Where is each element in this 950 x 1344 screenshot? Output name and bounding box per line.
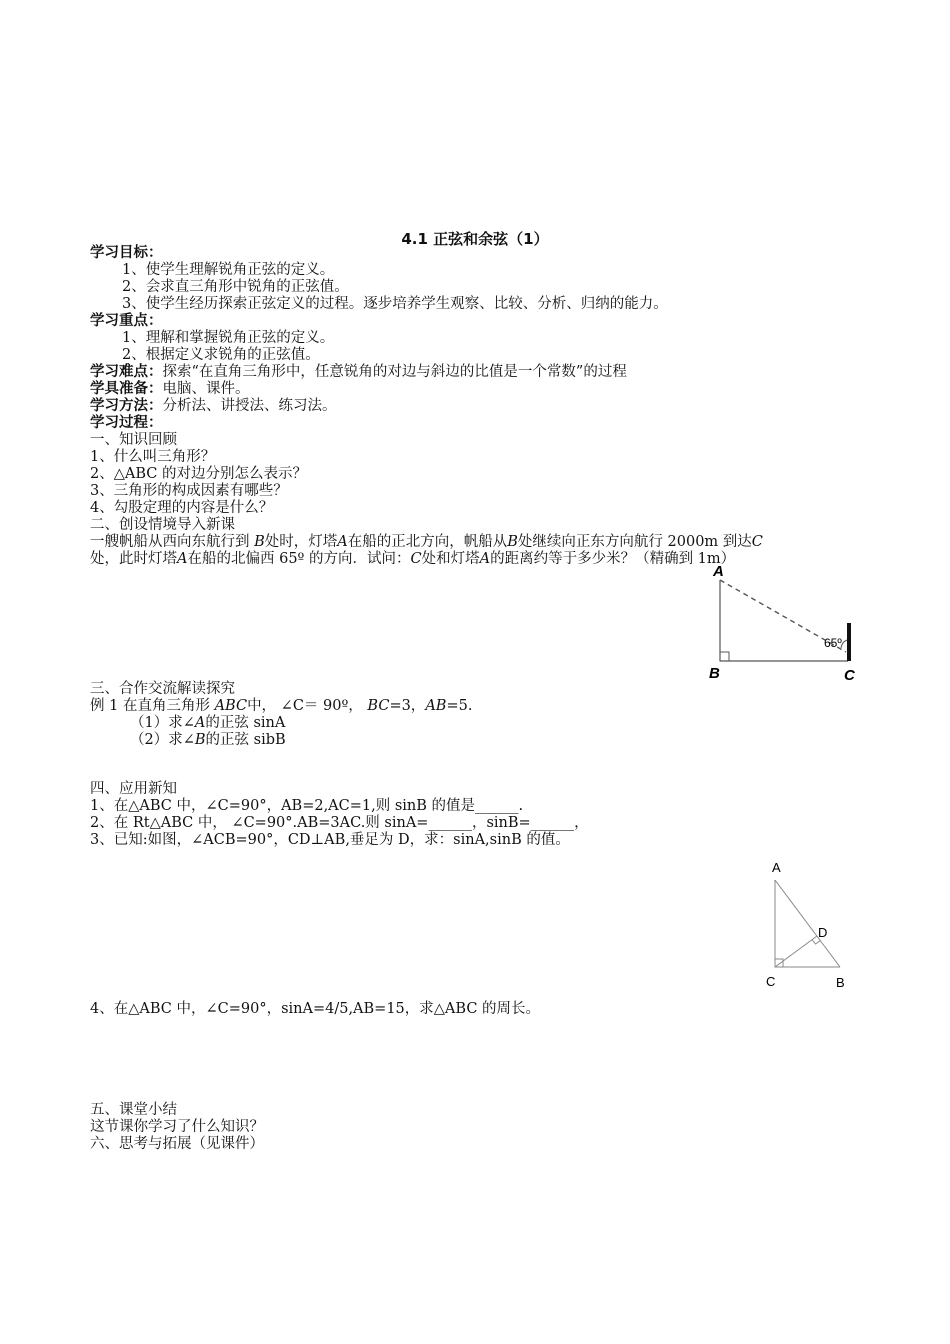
text-run: 处，此时灯塔: [90, 551, 177, 567]
example-1: [90, 698, 472, 715]
apply-question-2: 2、在 Rt△ABC 中， ∠C=90°.AB=3AC.则 sinA=______，sinB=______，: [90, 815, 589, 831]
scenario-paragraph-line: [90, 551, 735, 568]
review-item: 2、△ABC 的对边分别怎么表示？: [90, 466, 307, 482]
math-var: BC: [367, 698, 390, 714]
review-heading: 一、知识回顾: [90, 432, 177, 448]
angle-arc: [841, 640, 847, 648]
text-run: 的正弦 sibB: [205, 732, 286, 748]
math-var: A: [194, 715, 206, 731]
point-label-a: A: [772, 860, 781, 875]
apply-question-4: 4、在△ABC 中，∠C=90°，sinA=4/5,AB=15，求△ABC 的周长。: [90, 1001, 541, 1017]
review-item: 1、什么叫三角形？: [90, 449, 216, 465]
apply-question-3: 3、已知:如图，∠ACB=90°，CD⊥AB,垂足为 D，求：sinA,sinB 的值。: [90, 832, 570, 848]
difficulty-text: 探索“在直角三角形中，任意锐角的对边与斜边的比值是一个常数”的过程: [162, 364, 627, 380]
point-label-a: A: [713, 563, 724, 580]
point-label-b: B: [836, 975, 845, 990]
example-1-question-2: [130, 732, 286, 749]
difficulty-line: [90, 364, 627, 381]
tools-text: 电脑、课件。: [162, 381, 250, 397]
summary-heading: 五、课堂小结: [90, 1102, 177, 1118]
difficulty-heading: 学习难点：: [90, 364, 163, 380]
tools-heading: 学具准备：: [90, 381, 163, 397]
right-angle-mark-d: [812, 940, 821, 945]
explore-heading: 三、合作交流解读探究: [90, 681, 235, 697]
keypoint-item: 1、理解和掌握锐角正弦的定义。: [122, 330, 335, 346]
keypoint-item: 2、根据定义求锐角的正弦值。: [122, 347, 320, 363]
text-run: 的正弦 sinA: [205, 715, 286, 731]
math-var: AB: [425, 698, 447, 714]
text-run: （1）求∠: [130, 715, 195, 731]
math-var: B: [194, 732, 206, 748]
goal-item: 3、使学生经历探索正弦定义的过程。逐步培养学生观察、比较、分析、归纳的能力。: [122, 296, 668, 312]
right-angle-mark: [720, 652, 729, 661]
side-ab: [775, 880, 840, 967]
point-label: A: [479, 551, 491, 567]
point-label-c: C: [844, 667, 855, 684]
apply-heading: 四、应用新知: [90, 781, 177, 797]
text-run: 处和灯塔: [421, 551, 480, 567]
scenario-paragraph-line: [90, 534, 763, 551]
extend-heading: 六、思考与拓展（见课件）: [90, 1136, 264, 1152]
review-item: 4、勾股定理的内容是什么？: [90, 500, 274, 516]
text-run: 中， ∠C＝ 90º，: [247, 698, 368, 714]
text-run: （2）求∠: [130, 732, 195, 748]
scenario-heading: 二、创设情境导入新课: [90, 517, 235, 533]
methods-line: [90, 398, 337, 415]
altitude-cd: [775, 936, 817, 967]
text-run: 处继续向正东方向航行 2000m 到达: [517, 534, 752, 550]
text-run: 例 1 在直角三角形: [90, 698, 215, 714]
point-label-d: D: [818, 925, 828, 940]
keypoints-heading: 学习重点：: [90, 313, 163, 329]
point-label: B: [254, 534, 265, 550]
lighthouse-triangle-figure: [700, 560, 870, 685]
tools-line: [90, 381, 250, 398]
point-label: C: [410, 551, 422, 567]
point-label: B: [507, 534, 518, 550]
methods-heading: 学习方法：: [90, 398, 163, 414]
summary-text: 这节课你学习了什么知识？: [90, 1119, 264, 1135]
text-run: 处时，灯塔: [264, 534, 338, 550]
point-label: A: [337, 534, 348, 550]
apply-question-1: 1、在△ABC 中，∠C=90°，AB=2,AC=1,则 sinB 的值是______.: [90, 798, 524, 814]
goals-heading: 学习目标：: [90, 245, 163, 261]
methods-text: 分析法、讲授法、练习法。: [162, 398, 337, 414]
goal-item: 2、会求直三角形中锐角的正弦值。: [122, 279, 349, 295]
point-label: A: [177, 551, 188, 567]
text-run: 的距离约等于多少米？（精确到 1m）: [490, 551, 736, 567]
point-label-c: C: [766, 974, 776, 989]
example-1-question-1: [130, 715, 285, 732]
text-run: 一艘帆船从西向东航行到: [90, 534, 255, 550]
point-label-b: B: [709, 665, 720, 682]
math-var: ABC: [214, 698, 248, 714]
review-item: 3、三角形的构成因素有哪些？: [90, 483, 288, 499]
text-run: =3，: [389, 698, 426, 714]
text-run: 在船的北偏西 65º 的方向．试问：: [187, 551, 411, 567]
goal-item: 1、使学生理解锐角正弦的定义。: [122, 262, 335, 278]
altitude-triangle-figure: [760, 855, 860, 995]
point-label: C: [751, 534, 763, 550]
text-run: 在船的正北方向，帆船从: [347, 534, 508, 550]
angle-label: 65º: [824, 636, 842, 650]
page-title: 4.1 正弦和余弦（1）: [401, 230, 549, 248]
process-heading: 学习过程：: [90, 415, 163, 431]
text-run: =5.: [446, 698, 473, 714]
